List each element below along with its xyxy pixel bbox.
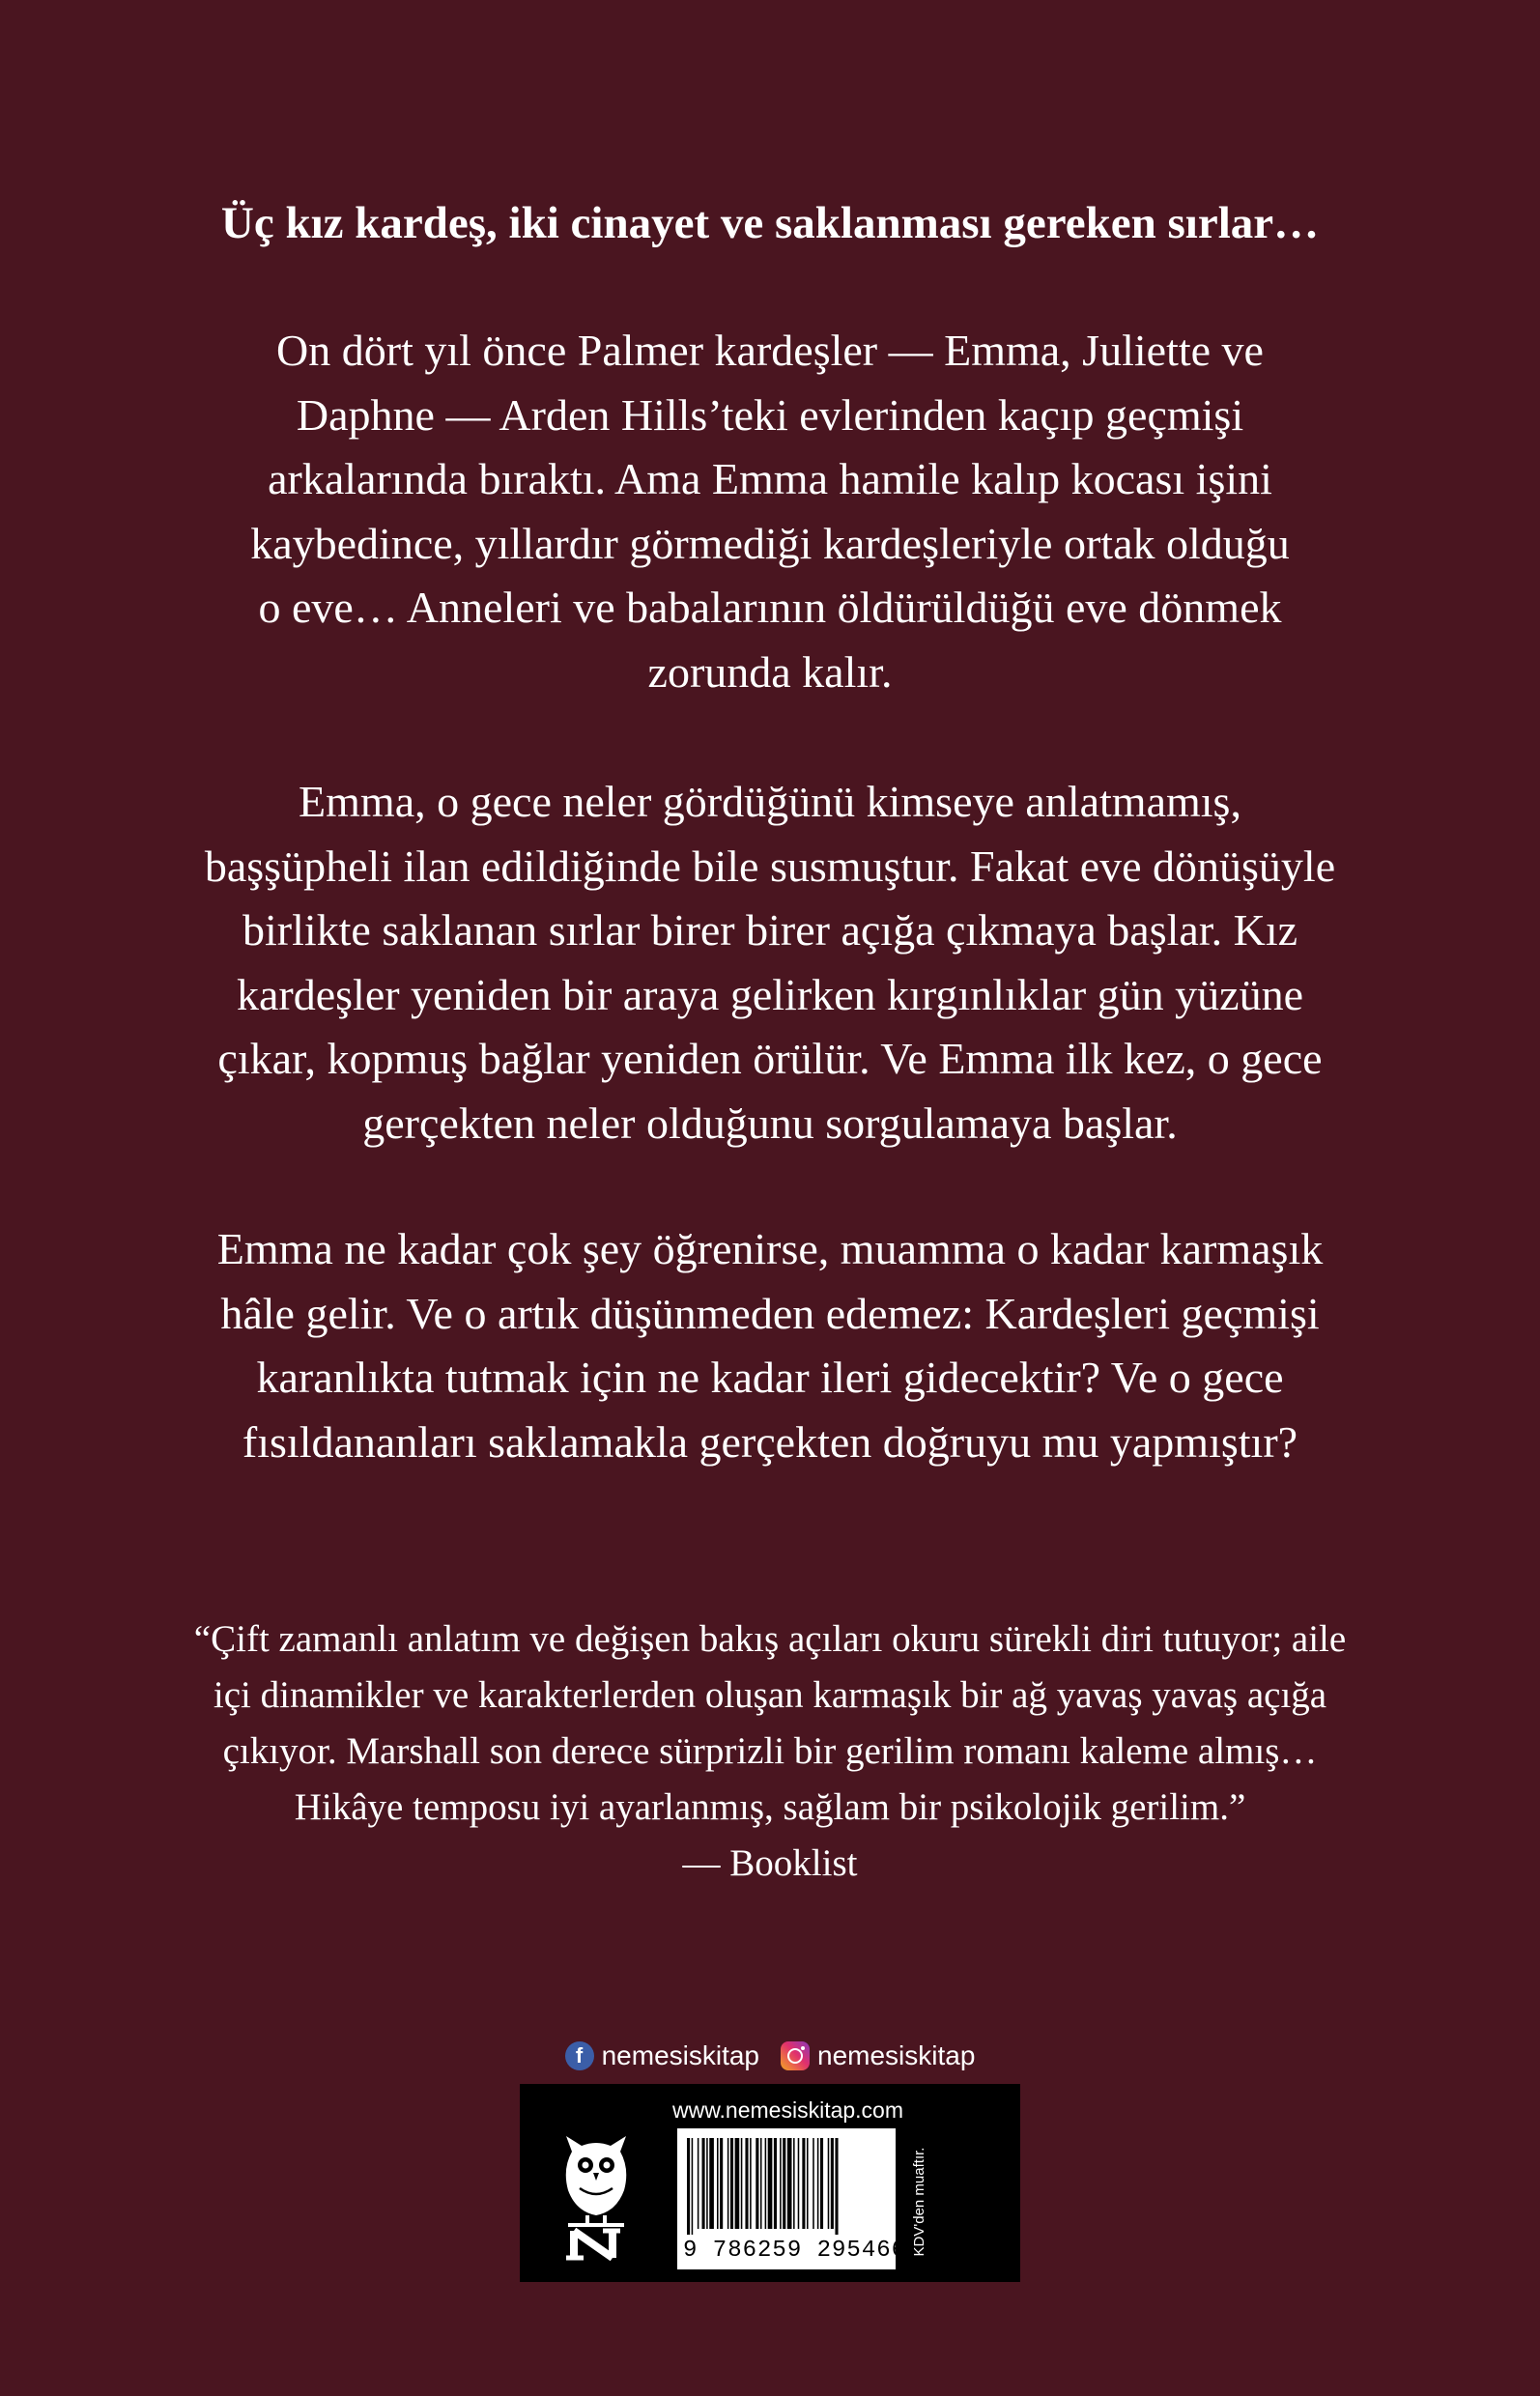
barcode-bar (807, 2138, 809, 2229)
instagram-icon (781, 2041, 810, 2070)
barcode-bar (727, 2138, 729, 2229)
barcode-bar (717, 2138, 719, 2229)
barcode-bar (741, 2138, 743, 2229)
facebook-handle: nemesiskitap (601, 2040, 759, 2070)
barcode-bar (831, 2138, 834, 2229)
text-line: Daphne — Arden Hills’teki evlerinden kaçıp geçmişi (296, 389, 1244, 440)
text-line: arkalarında bıraktı. Ama Emma hamile kalıp kocası işini (268, 454, 1272, 503)
barcode-bar (720, 2138, 723, 2229)
owl-logo-icon (553, 2130, 640, 2266)
publisher-box (520, 2084, 1020, 2282)
barcode-bar (835, 2138, 838, 2235)
text-line: karanlıkta tutmak için ne kadar ileri gidecektir? Ve o gece (256, 1353, 1284, 1402)
text-line: kardeşler yeniden bir araya gelirken kırgınlıklar gün yüzüne (236, 969, 1304, 1019)
barcode-bar (787, 2138, 792, 2229)
quote-line: çıkıyor. Marshall son derece sürprizli bir gerilim romanı kaleme almış… (222, 1730, 1318, 1772)
barcode-bar (687, 2138, 690, 2235)
barcode-bar (793, 2138, 795, 2229)
barcode-bar (698, 2138, 699, 2229)
barcode-bar (817, 2138, 819, 2229)
barcode-bar (702, 2138, 705, 2229)
barcode-bar (706, 2138, 708, 2229)
text-line: Emma ne kadar çok şey öğrenirse, muamma o kadar karmaşık (216, 1224, 1324, 1273)
barcode (677, 2128, 907, 2269)
text-line: On dört yıl önce Palmer kardeşler — Emma, Juliette ve (276, 326, 1264, 375)
text-line: gerçekten neler olduğunu sorgulamaya başlar. (362, 1098, 1178, 1148)
barcode-bar (798, 2138, 800, 2229)
publisher-website[interactable]: www.nemesiskitap.com (671, 2097, 904, 2123)
quote-line: Hikâye temposu iyi ayarlanmış, sağlam bir psikolojik gerilim.” (294, 1786, 1246, 1828)
text-line: zorunda kalır. (647, 646, 893, 697)
text-line: hâle gelir. Ve o artık düşünmeden edemez: Kardeşleri geçmişi (220, 1288, 1320, 1338)
barcode-bar (768, 2138, 773, 2229)
barcode-bar (692, 2138, 694, 2235)
barcode-bar (802, 2138, 805, 2229)
instagram-link[interactable] (781, 2037, 975, 2075)
barcode-bar (828, 2138, 830, 2229)
facebook-icon: f (565, 2041, 594, 2070)
quote-line: içi dinamikler ve karakterlerden oluşan karmaşık bir ağ yavaş yavaş açığa (213, 1674, 1327, 1716)
quote-line: “Çift zamanlı anlatım ve değişen bakış açıları okuru sürekli diri tutuyor; aile (193, 1618, 1347, 1660)
text-line: o eve… Anneleri ve babalarının öldürüldüğü eve dönmek (258, 583, 1282, 632)
barcode-bar (783, 2138, 785, 2229)
facebook-link[interactable] (565, 2037, 759, 2075)
synopsis-paragraph-3 (135, 1217, 1405, 1474)
text-line: kaybedince, yıllardır görmediği kardeşleriyle ortak olduğu (250, 518, 1290, 568)
barcode-bars (683, 2138, 890, 2235)
barcode-bar (756, 2138, 758, 2229)
barcode-bar (820, 2138, 823, 2229)
barcode-bar (709, 2138, 714, 2229)
barcode-bar (750, 2138, 752, 2229)
barcode-bar (774, 2138, 777, 2229)
barcode-bar (730, 2138, 733, 2229)
text-line: birlikte saklanan sırlar birer birer açığa çıkmaya başlar. Kız (242, 905, 1298, 955)
synopsis-paragraph-1 (135, 319, 1405, 704)
text-line: fısıldananları saklamakla gerçekten doğruyu mu yapmıştır? (242, 1416, 1298, 1467)
isbn-number: 9 786259 295466 (683, 2238, 907, 2264)
social-links (0, 2037, 1540, 2075)
text-line: çıkar, kopmuş bağlar yeniden örülür. Ve Emma ilk kez, o gece (217, 1034, 1323, 1083)
synopsis-paragraph-2 (135, 770, 1405, 1155)
review-quote (116, 1612, 1424, 1892)
quote-attribution: — Booklist (682, 1842, 858, 1884)
barcode-bar (760, 2138, 762, 2229)
text-line: Emma, o gece neler gördüğünü kimseye anlatmamış, (299, 777, 1241, 826)
barcode-bar (780, 2138, 782, 2229)
barcode-bar (813, 2138, 814, 2229)
barcode-bar (765, 2138, 767, 2229)
barcode-bar (745, 2138, 748, 2229)
tax-exempt-note: KDV'den muaftır. (911, 2147, 927, 2257)
text-line: başşüpheli ilan edildiğinde bile susmuştur. Fakat eve dönüşüyle (204, 841, 1336, 891)
barcode-bar (735, 2138, 740, 2229)
headline: Üç kız kardeş, iki cinayet ve saklanması gereken sırlar… (220, 198, 1320, 248)
instagram-handle: nemesiskitap (817, 2040, 976, 2070)
